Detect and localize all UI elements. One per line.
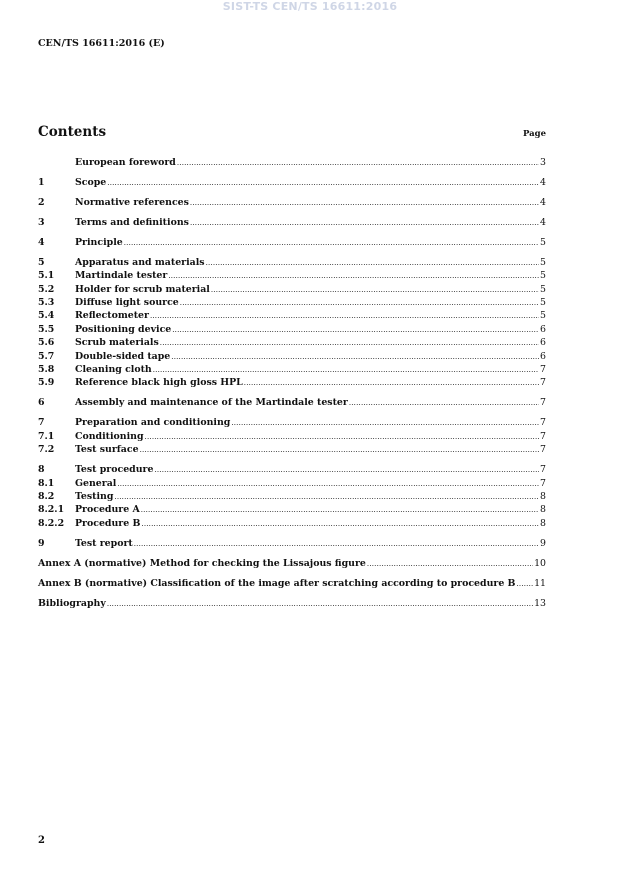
toc-entry-procedure-a[interactable] [38, 503, 546, 516]
toc-entry-title: Test surface [75, 444, 139, 456]
toc-entry-number: 1 [38, 176, 45, 188]
dot-leader [141, 504, 539, 517]
toc-entry-light-source[interactable] [38, 296, 546, 309]
toc-entry-number: 5 [38, 256, 45, 268]
document-id: CEN/TS 16611:2016 (E) [38, 38, 165, 49]
dot-leader [190, 197, 539, 210]
toc-entry-number: 5.5 [38, 323, 55, 335]
dot-leader [180, 297, 539, 310]
toc-entry-number: 7.2 [38, 444, 55, 456]
toc-entry-reflectometer[interactable] [38, 309, 546, 322]
toc-entry-title: Conditioning [75, 430, 144, 442]
toc-entry-testing[interactable] [38, 490, 546, 503]
toc-entry-page: 6 [540, 350, 546, 362]
toc-entry-principle[interactable] [38, 236, 546, 249]
toc-entry-title: Test report [75, 537, 133, 549]
toc-entry-number: 3 [38, 216, 45, 228]
toc-entry-page: 6 [540, 337, 546, 349]
dot-leader [141, 518, 539, 531]
dot-leader [516, 578, 533, 591]
toc-entry-title: Principle [75, 236, 123, 248]
toc-entry-title: Martindale tester [75, 270, 168, 282]
toc-entry-page: 7 [540, 417, 546, 429]
toc-entry-title: Holder for scrub material [75, 283, 210, 295]
toc-entry-page: 5 [540, 310, 546, 322]
toc-entry-number: 6 [38, 397, 45, 409]
toc-entry-martindale-tester[interactable] [38, 269, 546, 282]
dot-leader [168, 270, 539, 283]
toc-entry-page: 5 [540, 270, 546, 282]
toc-entry-double-sided-tape[interactable] [38, 350, 546, 363]
toc-entry-number: 9 [38, 537, 45, 549]
toc-entry-terms-definitions[interactable] [38, 216, 546, 229]
toc-entry-scope[interactable] [38, 176, 546, 189]
toc-entry-bibliography[interactable] [38, 597, 546, 610]
toc-entry-number: 4 [38, 236, 45, 248]
toc-entry-title: Cleaning cloth [75, 364, 152, 376]
dot-leader [117, 478, 539, 491]
toc-entry-page: 4 [540, 196, 546, 208]
toc-entry-page: 7 [540, 477, 546, 489]
toc-entry-positioning-device[interactable] [38, 323, 546, 336]
toc-entry-page: 5 [540, 297, 546, 309]
toc-entry-page: 6 [540, 323, 546, 335]
toc-entry-assembly-maintenance[interactable] [38, 396, 546, 409]
toc-entry-number: 8.2.1 [38, 504, 65, 516]
toc-entry-page: 7 [540, 464, 546, 476]
toc-entry-title: Apparatus and materials [75, 256, 205, 268]
toc-entry-number: 5.7 [38, 350, 55, 362]
toc-entry-title: Bibliography [38, 597, 106, 609]
toc-entry-page: 7 [540, 377, 546, 389]
toc-entry-number: 7 [38, 417, 45, 429]
toc-entry-conditioning[interactable] [38, 430, 546, 443]
toc-entry-page: 7 [540, 444, 546, 456]
dot-leader [114, 491, 539, 504]
toc-entry-apparatus[interactable] [38, 256, 546, 269]
toc-entry-test-report[interactable] [38, 537, 546, 550]
dot-leader [211, 284, 539, 297]
toc-entry-page: 8 [540, 517, 546, 529]
toc-entry-number: 5.2 [38, 283, 55, 295]
toc-entry-title: Normative references [75, 196, 189, 208]
page-column-label: Page [522, 129, 546, 139]
dot-leader [244, 377, 539, 390]
toc-entry-page: 11 [534, 577, 546, 589]
toc-entry-test-procedure[interactable] [38, 463, 546, 476]
toc-entry-number: 2 [38, 196, 45, 208]
toc-entry-page: 4 [540, 176, 546, 188]
table-of-contents [38, 156, 546, 610]
toc-entry-page: 7 [540, 430, 546, 442]
toc-entry-normative-references[interactable] [38, 196, 546, 209]
dot-leader [190, 217, 539, 230]
toc-entry-title: Preparation and conditioning [75, 417, 231, 429]
contents-heading: Contents [38, 124, 107, 140]
toc-entry-preparation-conditioning[interactable] [38, 416, 546, 429]
toc-entry-page: 4 [540, 216, 546, 228]
toc-entry-page: 10 [534, 557, 546, 569]
toc-entry-number: 5.4 [38, 310, 55, 322]
toc-entry-title: Terms and definitions [75, 216, 189, 228]
toc-entry-title: Scope [75, 176, 107, 188]
toc-entry-page: 8 [540, 504, 546, 516]
toc-entry-number: 5.8 [38, 364, 55, 376]
toc-entry-number: 8 [38, 464, 45, 476]
dot-leader [160, 337, 539, 350]
toc-entry-title: Diffuse light source [75, 297, 179, 309]
toc-entry-title: Reflectometer [75, 310, 149, 322]
dot-leader [171, 351, 539, 364]
watermark: SIST-TS CEN/TS 16611:2016 [222, 0, 398, 13]
toc-entry-page: 13 [534, 597, 546, 609]
toc-entry-european-foreword[interactable] [38, 156, 546, 169]
dot-leader [134, 538, 539, 551]
toc-entry-annex-b[interactable] [38, 577, 546, 590]
dot-leader [124, 237, 539, 250]
dot-leader [172, 324, 539, 337]
toc-entry-number: 7.1 [38, 430, 55, 442]
toc-entry-title: Reference black high gloss HPL [75, 377, 243, 389]
toc-entry-page: 5 [540, 236, 546, 248]
toc-entry-page: 9 [540, 537, 546, 549]
toc-entry-title: European foreword [75, 157, 176, 168]
dot-leader [145, 431, 539, 444]
toc-entry-general[interactable] [38, 477, 546, 490]
dot-leader [349, 397, 539, 410]
toc-entry-title: Annex A (normative) Method for checking the Lissajous figure [38, 557, 366, 569]
dot-leader [367, 558, 533, 571]
toc-entry-title: Double-sided tape [75, 350, 171, 362]
toc-entry-number: 5.9 [38, 377, 55, 389]
toc-entry-scrub-materials[interactable] [38, 336, 546, 349]
toc-entry-page: 8 [540, 490, 546, 502]
dot-leader [154, 464, 539, 477]
toc-entry-page: 7 [540, 397, 546, 409]
toc-entry-title: Positioning device [75, 323, 172, 335]
toc-entry-cleaning-cloth[interactable] [38, 363, 546, 376]
toc-entry-title: Procedure B [75, 517, 141, 529]
toc-entry-page: 5 [540, 256, 546, 268]
toc-entry-page: 3 [540, 157, 546, 168]
toc-entry-title: Test procedure [75, 464, 154, 476]
toc-entry-title: General [75, 477, 117, 489]
toc-entry-annex-a[interactable] [38, 557, 546, 570]
toc-entry-number: 5.1 [38, 270, 55, 282]
toc-entry-title: Annex B (normative) Classification of the image after scratching according to procedure B [38, 577, 516, 589]
toc-entry-holder[interactable] [38, 283, 546, 296]
toc-entry-number: 8.2 [38, 490, 55, 502]
toc-entry-test-surface[interactable] [38, 443, 546, 456]
dot-leader [153, 364, 539, 377]
dot-leader [107, 598, 533, 611]
dot-leader [231, 417, 539, 430]
toc-entry-reference-black-hpl[interactable] [38, 376, 546, 389]
dot-leader [206, 257, 539, 270]
toc-entry-number: 5.3 [38, 297, 55, 309]
toc-entry-page: 7 [540, 364, 546, 376]
page-number: 2 [38, 835, 45, 846]
toc-entry-procedure-b[interactable] [38, 517, 546, 530]
toc-entry-title: Scrub materials [75, 337, 159, 349]
toc-entry-title: Testing [75, 490, 114, 502]
dot-leader [107, 177, 539, 190]
toc-entry-title: Assembly and maintenance of the Martindale tester [75, 397, 348, 409]
dot-leader [140, 444, 539, 457]
toc-entry-number: 5.6 [38, 337, 55, 349]
toc-entry-number: 8.1 [38, 477, 55, 489]
toc-entry-page: 5 [540, 283, 546, 295]
toc-entry-title: Procedure A [75, 504, 140, 516]
dot-leader [177, 157, 539, 170]
dot-leader [150, 310, 539, 323]
toc-entry-number: 8.2.2 [38, 517, 65, 529]
